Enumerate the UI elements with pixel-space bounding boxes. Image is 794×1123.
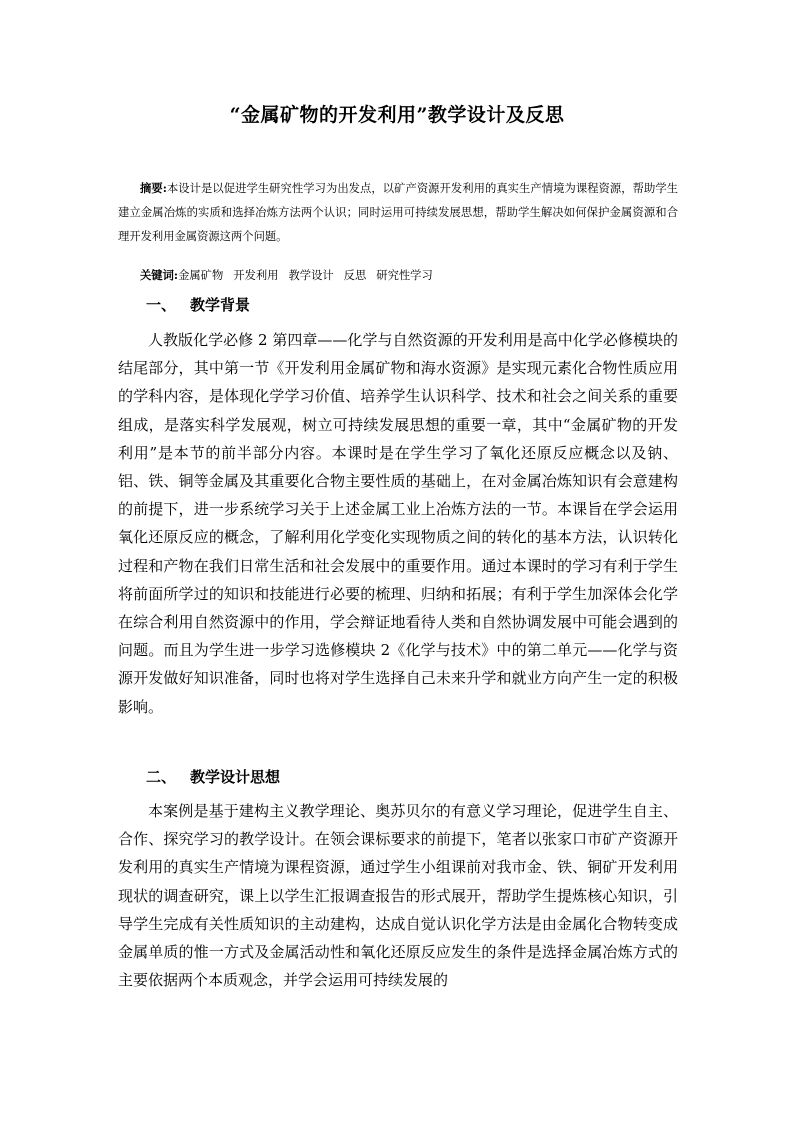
- abstract-label: 摘要:: [140, 181, 167, 195]
- section-number: 二、: [146, 768, 177, 786]
- document-title: “金属矿物的开发利用”教学设计及反思: [229, 104, 565, 126]
- section-heading-text: 教学设计思想: [190, 768, 281, 786]
- keyword-item: 反思: [343, 269, 367, 282]
- section-heading: [146, 766, 280, 787]
- keyword-item: 开发利用: [233, 269, 279, 282]
- abstract-block: [118, 176, 678, 249]
- section-number: 一、: [146, 296, 177, 314]
- keyword-item: 研究性学习: [376, 269, 433, 282]
- keyword-item: 金属矿物: [178, 269, 224, 282]
- section-paragraph: 人教版化学必修 2 第四章——化学与自然资源的开发利用是高中化学必修模块的结尾部分，其中第一节《开发利用金属矿物和海水资源》是实现元素化合物性质应用的学科内容，是体现化学学习价值、培养学生认识科学、技术和社会之间关系的重要组成，是落实科学发展观，树立可持续发展思想的重要一章，其中“金属矿物的开发利用”是本节的前半部分内容。本课时是在学生学习了氧化还原反应概念以及钠、铝、铁、铜等金属及其重要化合物主要性质的基础上，在对金属冶炼知识有会意建构的前提下，进一步系统学习关于上述金属工业上冶炼方法的一节。本课旨在学会运用氧化还原反应的概念，了解利用化学变化实现物质之间的转化的基本方法，认识转化过程和产物在我们日常生活和社会发展中的重要作用。通过本课时的学习有利于学生将前面所学过的知识和技能进行必要的梳理、归纳和拓展；有利于学生加深体会化学在综合利用自然资源中的作用，学会辩证地看待人类和自然协调发展中可能会遇到的问题。而且为学生进一步学习选修模块 2《化学与技术》中的第二单元——化学与资源开发做好知识准备，同时也将对学生选择自己未来升学和就业方向产生一定的积极影响。: [118, 331, 678, 716]
- section-heading-text: 教学背景: [190, 296, 251, 314]
- abstract-text: 本设计是以促进学生研究性学习为出发点，以矿产资源开发利用的真实生产情境为课程资源，帮助学生建立金属冶炼的实质和选择冶炼方法两个认识；同时运用可持续发展思想，帮助学生解决如何保护金属资源和合理开发利用金属资源这两个问题。: [118, 182, 678, 243]
- keywords-label: 关键词:: [140, 268, 179, 282]
- section-paragraph: 本案例是基于建构主义教学理论、奥苏贝尔的有意义学习理论，促进学生自主、合作、探究学习的教学设计。在领会课标要求的前提下，笔者以张家口市矿产资源开发利用的真实生产情境为课程资源，通过学生小组课前对我市金、铁、铜矿开发利用现状的调查研究，课上以学生汇报调查报告的形式展开，帮助学生提炼核心知识，引导学生完成有关性质知识的主动建构，达成自觉认识化学方法是由金属化合物转变成金属单质的惟一方式及金属活动性和氧化还原反应发生的条件是选择金属冶炼方式的主要依据两个本质观念，并学会运用可持续发展的: [118, 802, 678, 990]
- keyword-item: 教学设计: [288, 269, 334, 282]
- keywords-block: [140, 267, 443, 283]
- section-heading: [146, 294, 250, 315]
